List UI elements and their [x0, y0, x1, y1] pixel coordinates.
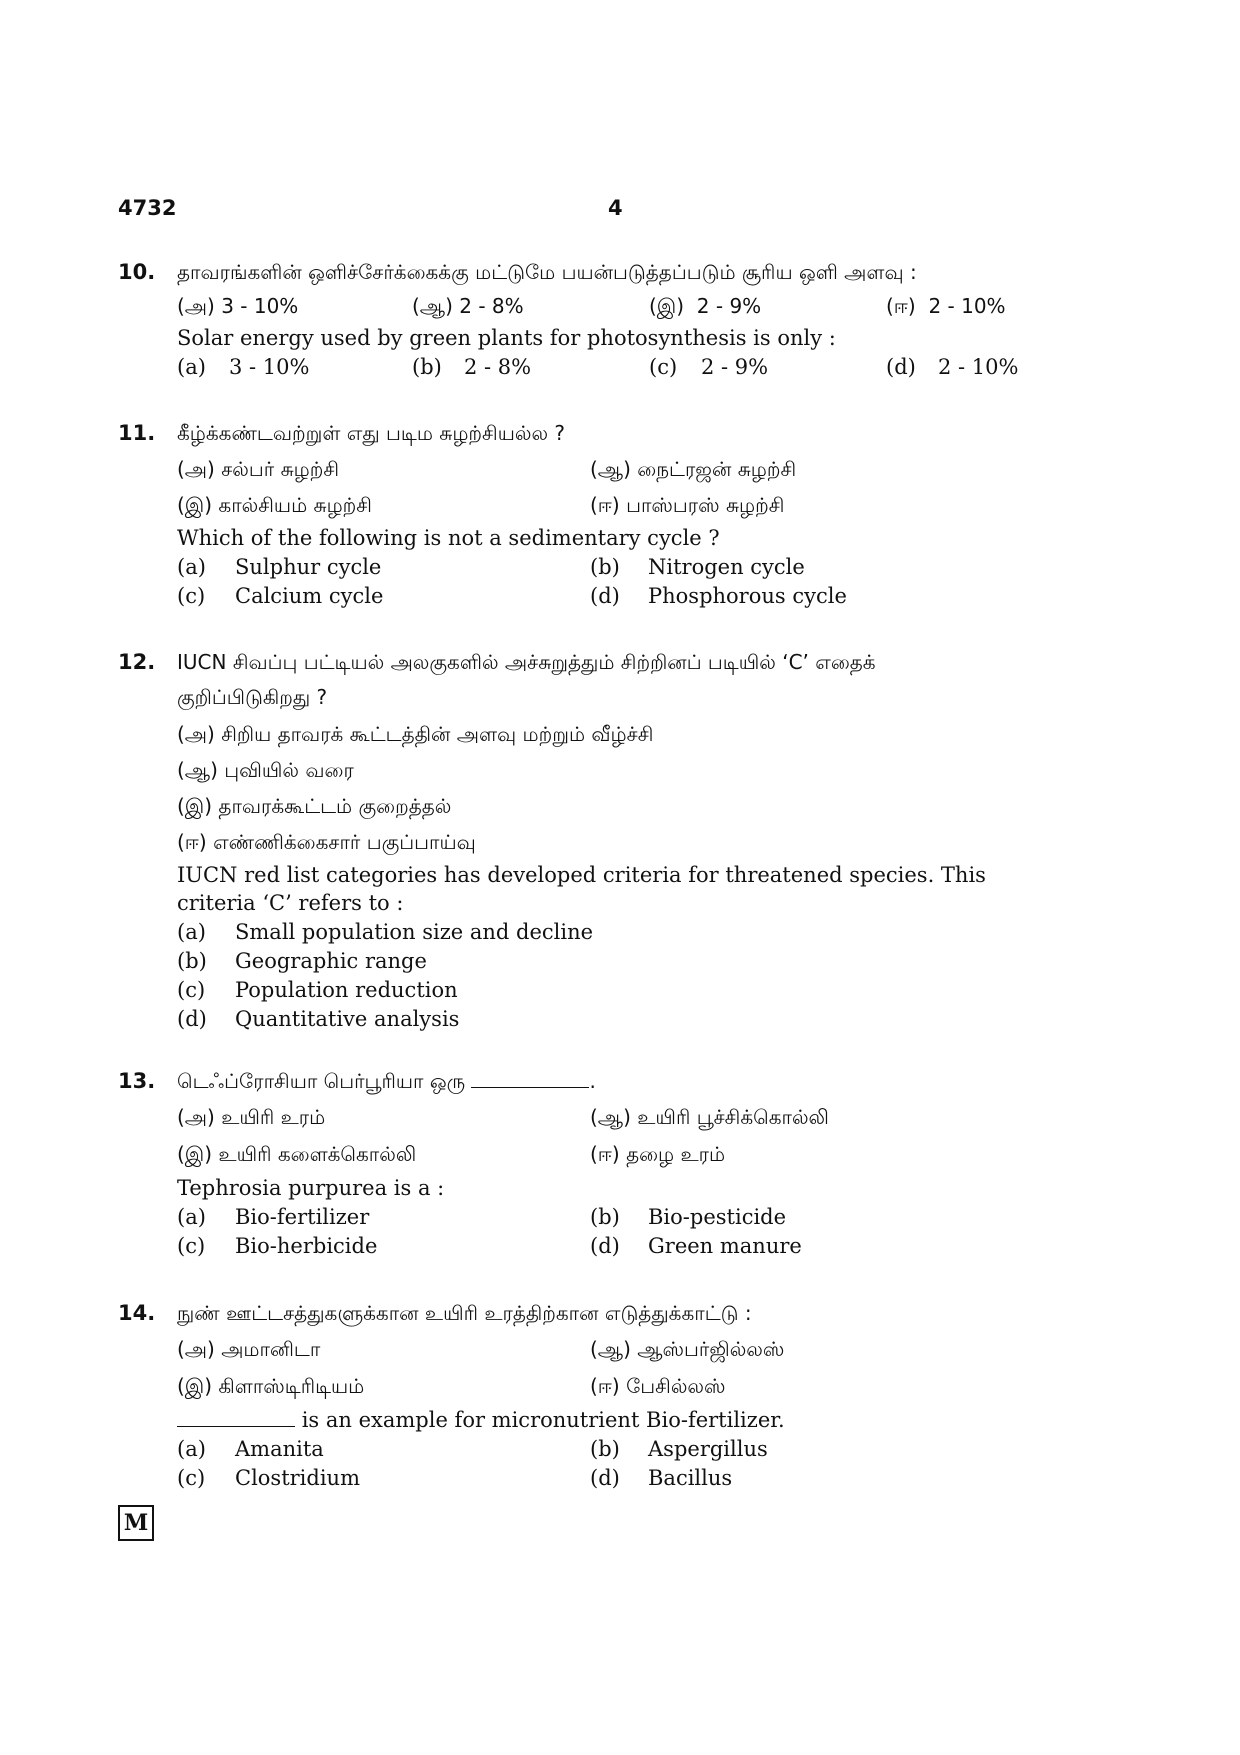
question-number: 10. [118, 260, 156, 284]
option-d: (d) 2 - 10% [886, 355, 1019, 379]
option-d: (d) Phosphorous cycle [590, 584, 847, 608]
question-text-english: Solar energy used by green plants for photosynthesis is only : [177, 326, 836, 350]
option-b: (b) Bio-pesticide [590, 1205, 787, 1229]
option-c-tamil: (இ) கிளாஸ்டிரிடியம் [177, 1374, 365, 1398]
answer-blank [177, 1406, 295, 1427]
option-a-tamil: (அ) அமானிடா [177, 1337, 321, 1361]
option-a-tamil: (அ) சல்பர் சுழற்சி [177, 457, 339, 481]
option-a-tamil: (அ) 3 - 10% [177, 294, 299, 318]
option-b: (b) Aspergillus [590, 1437, 768, 1461]
option-a: (a) 3 - 10% [177, 355, 310, 379]
option-c: (c) Calcium cycle [177, 584, 384, 608]
option-c-tamil: (இ) தாவரக்கூட்டம் குறைத்தல் [177, 794, 452, 818]
option-b-tamil: (ஆ) ஆஸ்பர்ஜில்லஸ் [590, 1337, 785, 1361]
option-c-tamil: (இ) 2 - 9% [649, 294, 762, 318]
option-d-tamil: (ஈ) 2 - 10% [886, 294, 1006, 318]
option-b: (b) 2 - 8% [412, 355, 532, 379]
option-a-tamil: (அ) உயிரி உரம் [177, 1105, 326, 1129]
question-text-tamil: தாவரங்களின் ஒளிச்சேர்க்கைக்கு மட்டுமே பயன்படுத்தப்படும் சூரிய ஒளி அளவு : [177, 260, 917, 284]
option-a: (a) Small population size and decline [177, 920, 594, 944]
option-d-tamil: (ஈ) பேசில்லஸ் [590, 1374, 726, 1398]
option-c: (c) Population reduction [177, 978, 458, 1002]
option-d-tamil: (ஈ) தழை உரம் [590, 1142, 726, 1166]
option-b-tamil: (ஆ) புவியில் வரை [177, 758, 354, 782]
question-number: 14. [118, 1301, 156, 1325]
question-number: 12. [118, 650, 156, 674]
option-a: (a) Sulphur cycle [177, 555, 382, 579]
question-text-tamil-line1: IUCN சிவப்பு பட்டியல் அலகுகளில் அச்சுறுத்தும் சிற்றினப் படியில் ‘C’ எதைக் [177, 650, 876, 674]
option-a: (a) Bio-fertilizer [177, 1205, 370, 1229]
option-b-tamil: (ஆ) 2 - 8% [412, 294, 524, 318]
option-a: (a) Amanita [177, 1437, 324, 1461]
option-d: (d) Quantitative analysis [177, 1007, 460, 1031]
option-d-tamil: (ஈ) எண்ணிக்கைசார் பகுப்பாய்வு [177, 830, 476, 854]
option-b: (b) Nitrogen cycle [590, 555, 805, 579]
option-d-tamil: (ஈ) பாஸ்பரஸ் சுழற்சி [590, 493, 785, 517]
medium-mark-box: M [118, 1505, 154, 1541]
option-d: (d) Bacillus [590, 1466, 733, 1490]
question-number: 13. [118, 1069, 156, 1093]
question-text-tamil: கீழ்க்கண்டவற்றுள் எது படிம சுழற்சியல்ல ? [177, 421, 566, 445]
question-number: 11. [118, 421, 156, 445]
option-b: (b) Geographic range [177, 949, 427, 973]
option-c: (c) Bio-herbicide [177, 1234, 378, 1258]
question-text-tamil: டெஃப்ரோசியா பெர்பூரியா ஒரு . [177, 1069, 596, 1093]
question-text-tamil-line2: குறிப்பிடுகிறது ? [177, 685, 328, 709]
option-c-tamil: (இ) உயிரி களைக்கொல்லி [177, 1142, 417, 1166]
paper-code: 4732 [118, 196, 177, 220]
option-d: (d) Green manure [590, 1234, 802, 1258]
page-number: 4 [608, 196, 623, 220]
option-c: (c) 2 - 9% [649, 355, 769, 379]
question-text-english: Tephrosia purpurea is a : [177, 1176, 445, 1200]
option-a-tamil: (அ) சிறிய தாவரக் கூட்டத்தின் அளவு மற்றும் வீழ்ச்சி [177, 722, 654, 746]
question-text-english: is an example for micronutrient Bio-fertilizer. [177, 1406, 785, 1435]
question-text-english: Which of the following is not a sedimentary cycle ? [177, 526, 720, 550]
question-text-english-line1: IUCN red list categories has developed criteria for threatened species. This [177, 863, 986, 887]
option-c: (c) Clostridium [177, 1466, 360, 1490]
option-b-tamil: (ஆ) உயிரி பூச்சிக்கொல்லி [590, 1105, 829, 1129]
answer-blank [471, 1067, 589, 1088]
option-b-tamil: (ஆ) நைட்ரஜன் சுழற்சி [590, 457, 797, 481]
option-c-tamil: (இ) கால்சியம் சுழற்சி [177, 493, 372, 517]
question-text-tamil: நுண் ஊட்டசத்துகளுக்கான உயிரி உரத்திற்கான எடுத்துக்காட்டு : [177, 1301, 752, 1325]
question-text-english-line2: criteria ‘C’ refers to : [177, 891, 404, 915]
